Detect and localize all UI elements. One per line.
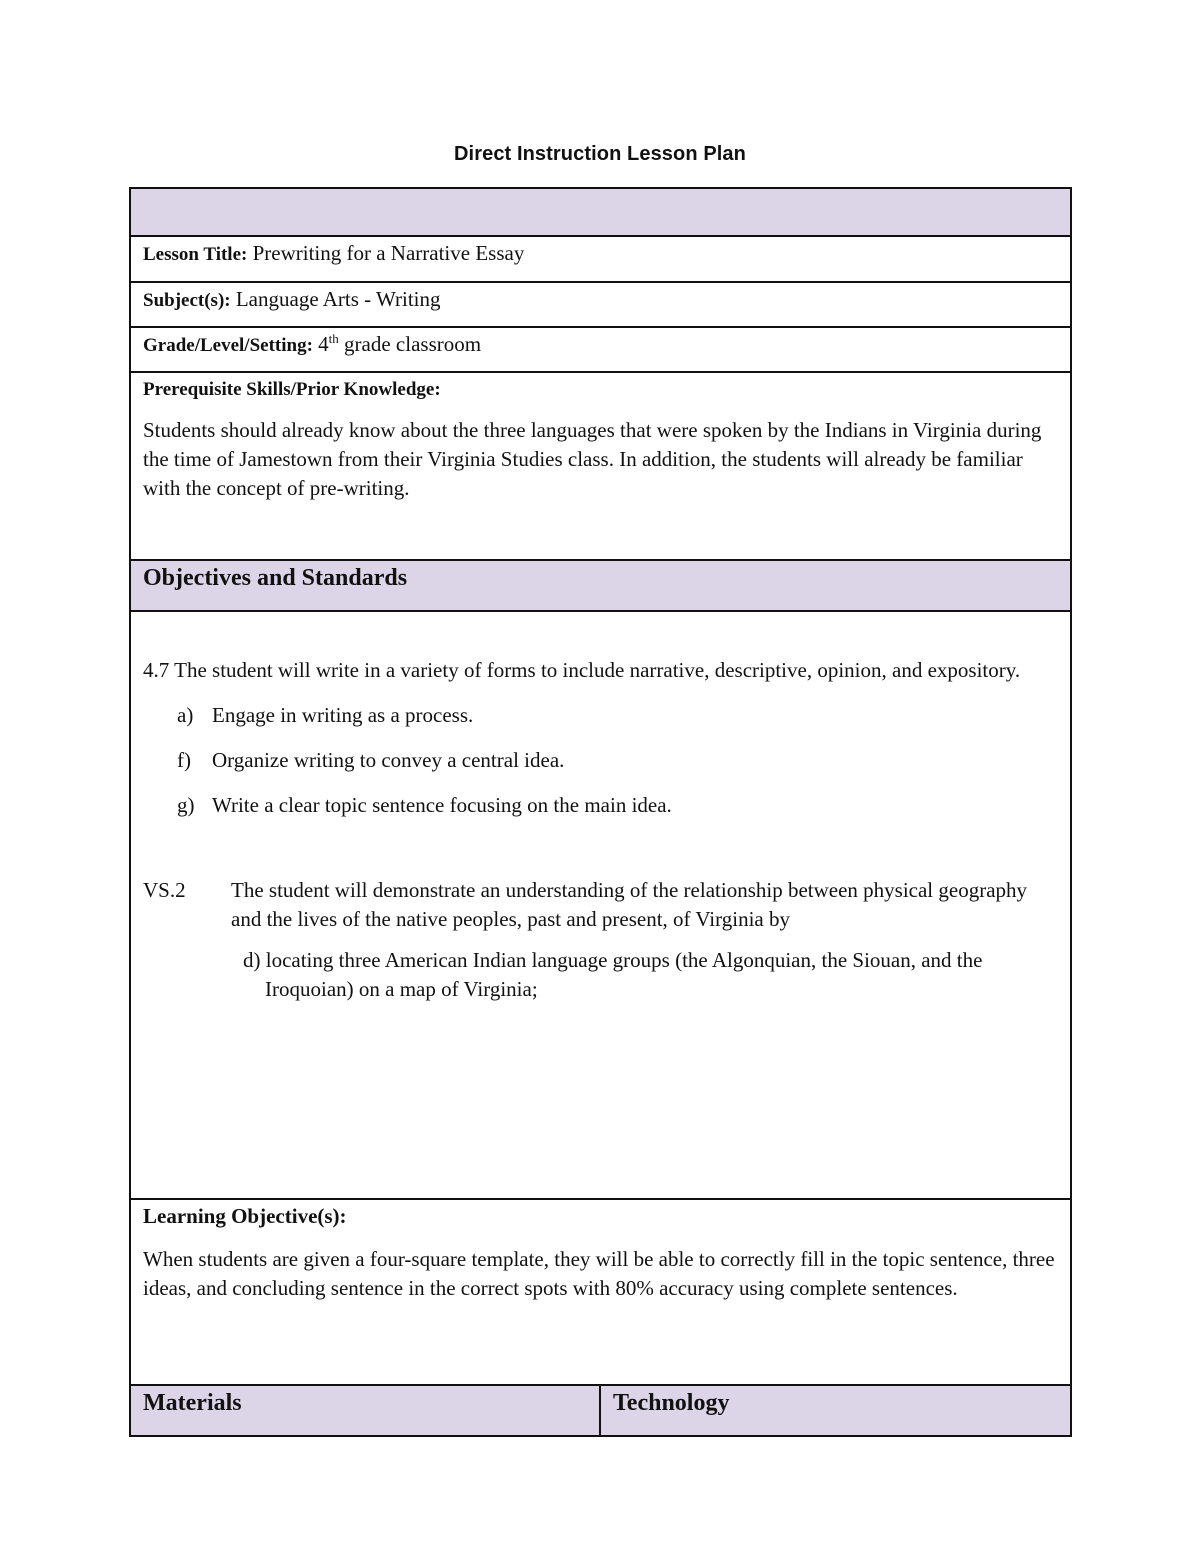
grade-number: 4 [318, 332, 329, 356]
objectives-body-row [130, 611, 1071, 1199]
subject-value: Language Arts - Writing [235, 287, 441, 311]
standard-intro: 4.7 The student will write in a variety of forms to include narrative, descriptive, opinion, and expository. [143, 658, 1021, 682]
vs-sub-item: d) locating three American Indian language groups (the Algonquian, the Siouan, and the Iroquoian) on a map of Virginia; [243, 948, 983, 1001]
lesson-title-cell [130, 236, 1071, 282]
lesson-title-row [130, 236, 1071, 282]
standard-item-a [143, 701, 1058, 730]
objectives-heading: Objectives and Standards [143, 565, 408, 591]
blank-header-cell [130, 188, 1071, 236]
learning-objective-label: Learning Objective(s): [143, 1204, 347, 1228]
materials-technology-row [130, 1385, 1071, 1436]
list-marker: g) [177, 793, 195, 817]
learning-objective-text: When students are given a four-square template, they will be able to correctly fill in the topic sentence, three ideas, and concluding sentence in the correct spots with 80% accuracy using complete sentences. [143, 1247, 1055, 1300]
vs-text: The student will demonstrate an understanding of the relationship between physical geography and the lives of the native peoples, past and present, of Virginia by [231, 878, 1028, 931]
lesson-plan-table [129, 187, 1072, 1437]
subject-row [130, 282, 1071, 327]
standard-item-f [143, 746, 1058, 775]
prereq-cell [130, 372, 1071, 560]
prereq-text: Students should already know about the three languages that were spoken by the Indians in Virginia during the time of Jamestown from their Virginia Studies class. In addition, the students will already be familiar with the concept of pre-writing. [143, 418, 1042, 500]
grade-row [130, 327, 1071, 372]
prereq-row [130, 372, 1071, 560]
technology-header-cell [600, 1385, 1071, 1436]
materials-heading: Materials [143, 1390, 242, 1416]
subject-cell [130, 282, 1071, 327]
grade-rest: grade classroom [344, 332, 482, 356]
objectives-header-row [130, 560, 1071, 611]
list-item-text: Engage in writing as a process. [212, 703, 474, 727]
standard-item-g [143, 791, 1058, 820]
list-marker: a) [177, 703, 194, 727]
list-item-text: Organize writing to convey a central idea. [212, 748, 565, 772]
list-item-text: Write a clear topic sentence focusing on the main idea. [212, 793, 672, 817]
vs-code: VS.2 [143, 878, 186, 902]
grade-label: Grade/Level/Setting: [143, 335, 313, 356]
subject-label: Subject(s): [143, 290, 231, 311]
lesson-title-value: Prewriting for a Narrative Essay [252, 241, 525, 265]
technology-heading: Technology [613, 1390, 730, 1416]
lesson-title-label: Lesson Title: [143, 244, 248, 265]
learning-objective-cell [130, 1199, 1071, 1385]
grade-suffix: th [328, 331, 339, 346]
top-shaded-row [130, 188, 1071, 236]
objectives-header-cell [130, 560, 1071, 611]
materials-header-cell [130, 1385, 600, 1436]
list-marker: f) [177, 748, 191, 772]
grade-cell [130, 327, 1071, 372]
document-title: Direct Instruction Lesson Plan [454, 143, 746, 165]
vs-standard [143, 876, 1058, 934]
prereq-label: Prerequisite Skills/Prior Knowledge: [143, 379, 441, 400]
learning-objective-row [130, 1199, 1071, 1385]
objectives-body-cell [130, 611, 1071, 1199]
